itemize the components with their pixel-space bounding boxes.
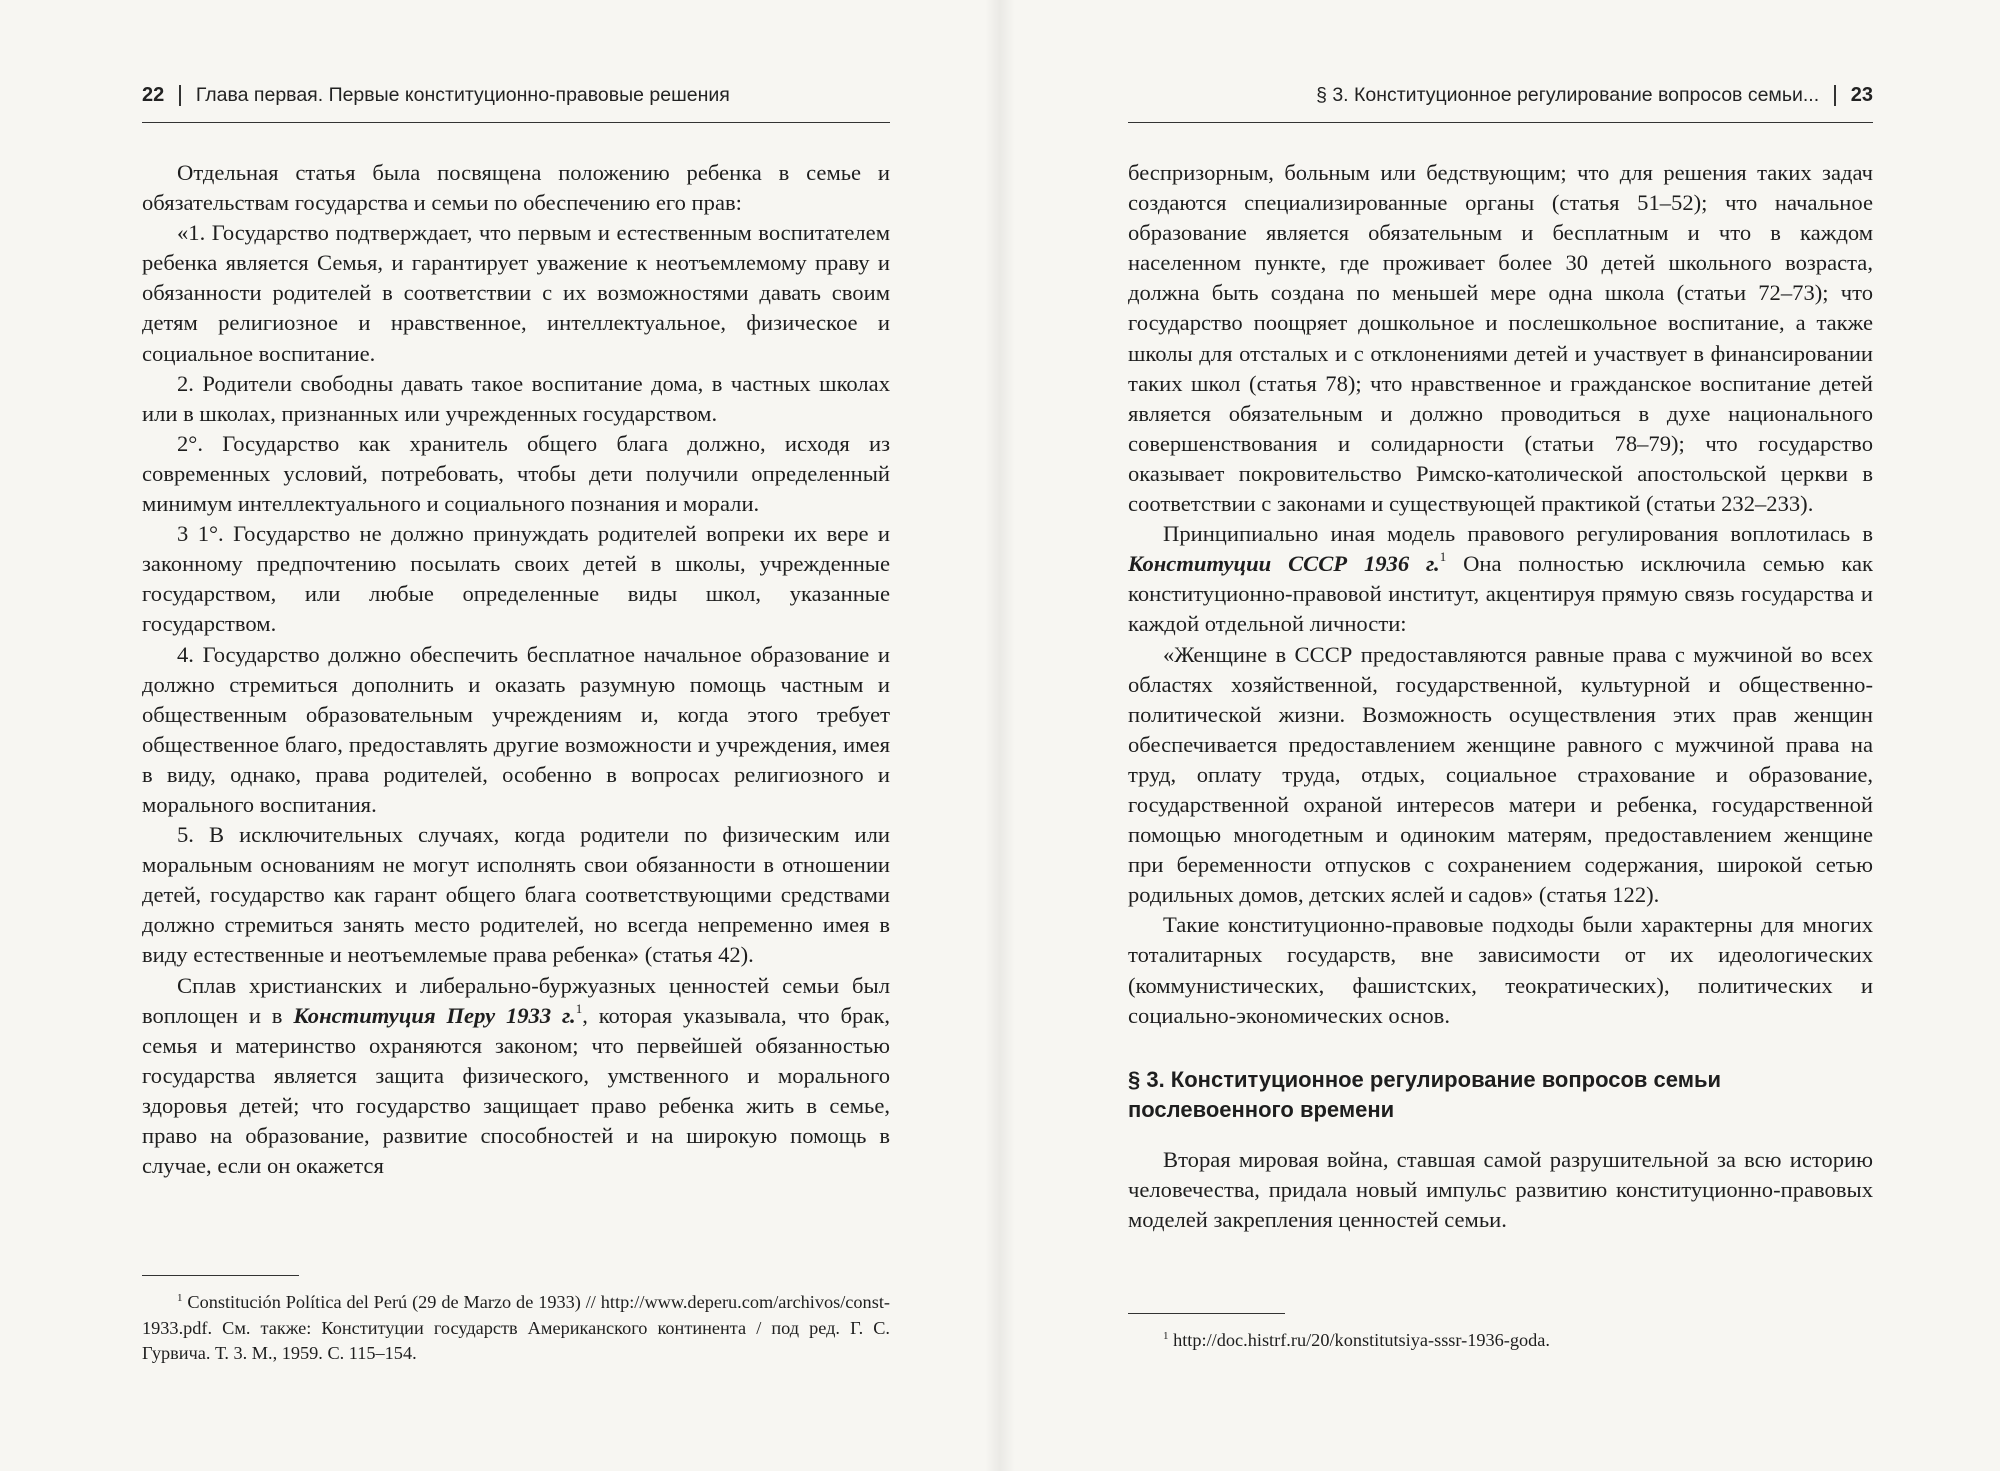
right-body-text xyxy=(1128,158,1873,1235)
right-page xyxy=(1000,0,2000,1471)
right-running-title: § 3. Конституционное регулирование вопросов семьи... xyxy=(1316,84,1820,106)
paragraph: 3 1°. Государство не должно принуждать родителей вопреки их вере и законному предпочтению посылать своих детей в школы, учрежденные государством, или любые определенные виды школ, указанные государством. xyxy=(142,521,890,637)
paragraph: 2. Родители свободны давать такое воспитание дома, в частных школах или в школах, признанных или учрежденных государством. xyxy=(142,370,890,426)
left-footnotes xyxy=(142,1275,890,1367)
footnote-mark: 1 xyxy=(1163,1330,1169,1342)
peru-paragraph xyxy=(142,971,890,1182)
footnote-rule xyxy=(1128,1313,1285,1314)
quote-paragraph: «Женщине в СССР предоставляются равные права с мужчиной во всех областях хозяйственной, государственной, культурной и общественно-политической жизни. Возможность осуществления этих прав женщин обеспечивается предоставлением женщине равного с мужчиной права на труд, оплату труда, отдых, социальное страхование и образование, государственной охраной интересов матери и ребенка, государственной помощью многодетным и одиноким матерям, предоставлением женщине при беременности отпусков с сохранением содержания, широкой сетью родильных домов, детских яслей и садов» (статья 122). xyxy=(1128,641,1873,908)
footnote-link[interactable]: http://doc.histrf.ru/20/konstitutsiya-sssr-1936-goda. xyxy=(1173,1330,1550,1350)
footnote-mark: 1 xyxy=(177,1292,183,1304)
paragraph: Отдельная статья была посвящена положению ребенка в семье и обязательствам государства и семьи по обеспечению его прав: xyxy=(142,160,890,216)
footnote-ref[interactable]: 1 xyxy=(1439,549,1447,565)
right-page-number: 23 xyxy=(1850,84,1873,106)
footnote-text: Constitución Política del Perú (29 de Marzo de 1933) // http://www.deperu.com/archivos/const-1933.pdf. См. также: Конституции государств Американского континента / под ред. Г. С. Гурвича. Т. 3. М., 1959. С. 115–154. xyxy=(142,1292,890,1363)
left-page-number: 22 xyxy=(142,84,165,106)
running-head-separator xyxy=(179,85,181,106)
section-heading-line: послевоенного времени xyxy=(1128,1096,1395,1122)
paragraph: Такие конституционно-правовые подходы были характерны для многих тоталитарных государств, вне зависимости от их идеологических (коммунистических, фашистских, теократических), политических и социально-экономических основ. xyxy=(1128,912,1873,1028)
paragraph: «1. Государство подтверждает, что первым и естественным воспитателем ребенка является Семья, и гарантирует уважение к неотъемлемому праву и обязанности родителей в соответствии с их возможностями давать своим детям религиозное и нравственное, интеллектуальное, физическое и социальное воспитание. xyxy=(142,220,890,366)
running-head-separator xyxy=(1834,85,1836,106)
continuation-paragraph: беспризорным, больным или бедствующим; что для решения таких задач создаются специализированные органы (статья 51–52); что начальное образование является обязательным и бесплатным и что в каждом населенном пункте, где проживает более 30 детей школьного возраста, должна быть создана по меньшей мере одна школа (статьи 72–73); что государство поощряет дошкольное и послешкольное воспитание, а также школы для отсталых и с отклонениями детей и участвует в финансировании таких школ (статья 78); что нравственное и гражданское воспитание детей является обязательным и должно проводиться в духе национального совершенствования и солидарности (статьи 78–79); что государство оказывает покровительство Римско-католической апостольской церкви в соответствии с законами и существующей практикой (статьи 232–233). xyxy=(1128,160,1873,517)
footnote xyxy=(1128,1328,1873,1354)
ussr-constitution-emphasis: Конституции СССР 1936 г. xyxy=(1128,551,1440,577)
peru-constitution-emphasis: Конституция Перу 1933 г. xyxy=(293,1002,576,1028)
ussr-text-before: Принципиально иная модель правового регулирования воплотилась в xyxy=(1163,521,1873,547)
right-running-head xyxy=(1128,84,1873,123)
section-heading-line: § 3. Конституционное регулирование вопросов семьи xyxy=(1128,1066,1722,1092)
peru-text-before: Сплав христианских и либерально-буржуазных ценностей семьи был воплощен и в xyxy=(142,972,890,1028)
section-intro-paragraph: Вторая мировая война, ставшая самой разрушительной за всю историю человечества, придала новый импульс развитию конституционно-правовых моделей закрепления ценностей семьи. xyxy=(1128,1146,1873,1232)
footnote-ref[interactable]: 1 xyxy=(575,1000,583,1016)
left-running-title: Глава первая. Первые конституционно-правовые решения xyxy=(195,84,730,106)
footnote-rule xyxy=(142,1275,299,1276)
ussr-paragraph xyxy=(1128,519,1873,639)
section-heading xyxy=(1128,1065,1873,1125)
paragraph: 2°. Государство как хранитель общего блага должно, исходя из современных условий, потребовать, чтобы дети получили определенный минимум интеллектуального и социального познания и морали. xyxy=(142,430,890,517)
peru-text-after: , которая указывала, что брак, семья и материнство охраняются законом; что первейшей обязанностью государства является защита физического, умственного и морального здоровья детей; что государство защищает право ребенка жить в семье, право на образование, развитие способностей и на широкую помощь в случае, если он окажется xyxy=(142,1002,890,1179)
ussr-text-after: Она полностью исключила семью как конституционно-правовой институт, акцентируя прямую связь государства и каждой отдельной личности: xyxy=(1128,551,1874,637)
left-running-head xyxy=(142,84,890,123)
paragraph: 4. Государство должно обеспечить бесплатное начальное образование и должно стремиться дополнить и оказать разумную помощь частным и общественным образовательным учреждениям и, когда этого требует общественное благо, предоставлять другие возможности и учреждения, имея в виду, однако, права родителей, особенно в вопросах религиозного и морального воспитания. xyxy=(142,641,890,817)
left-body-text xyxy=(142,158,890,1181)
right-footnotes xyxy=(1128,1313,1873,1354)
paragraph: 5. В исключительных случаях, когда родители по физическим или моральным основаниям не могут исполнять свои обязанности в отношении детей, государство как гарант общего блага соответствующими средствами должно стремиться занять место родителей, но всегда непременно имея в виду естественные и неотъемлемые права ребенка» (статья 42). xyxy=(142,822,890,968)
footnote xyxy=(142,1290,890,1367)
